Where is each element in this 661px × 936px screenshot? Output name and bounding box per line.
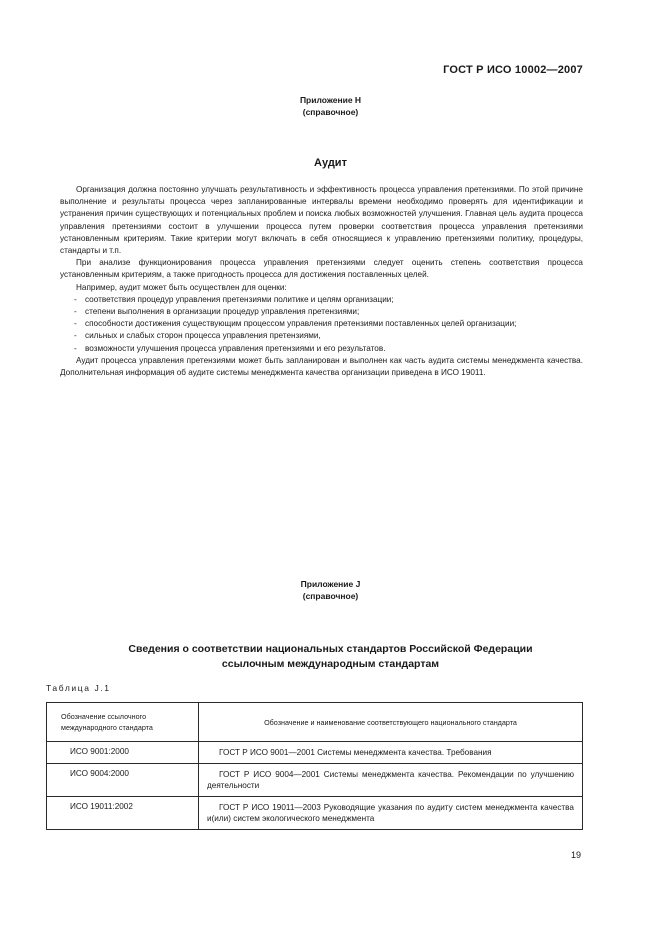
list-item: - соответствия процедур управления претензиями политике и целям организации; (74, 294, 394, 304)
list-item: - степени выполнения в организации процедур управления претензиями; (74, 307, 360, 317)
appendix-h-body (60, 184, 583, 379)
list-item: - возможности улучшения процесса управления претензиями и его результатов. (74, 343, 386, 353)
appendix-j-title-line1: Сведения о соответствии национальных стандартов Российской Федерации (128, 643, 533, 655)
table-row (47, 742, 583, 764)
list-item: - сильных и слабых сторон процесса управления претензиями, (74, 331, 321, 341)
column-header: Обозначение ссылочного международного стандарта (47, 703, 199, 742)
table-row (47, 763, 583, 796)
appendix-j-heading (0, 578, 661, 602)
paragraph: Организация должна постоянно улучшать результативность и эффективность процесса управления претензиями. По этой причине выполнение и результаты процесса через запланированные интервалы времени необходимо проверять для идентификации и устранения причин существующих и потенциальных проблем и поиска любых возможностей улучшения. Главная цель аудита процесса управления претензиями состоит в улучшении процесса путем проверки соответствия процесса управления претензиями установленным критериям. Такие критерии могут включать в себя относящиеся к управлению претензиями политику, процедуры, стандарты и т.п. (60, 185, 583, 256)
paragraph: Аудит процесса управления претензиями может быть запланирован и выполнен как часть аудита системы менеджмента качества. Дополнительная информация об аудите системы менеджмента качества организации приведена в ИСО 19011. (60, 355, 583, 378)
appendix-h-note: (справочное) (302, 107, 359, 117)
appendix-j-title (0, 642, 661, 672)
column-header: Обозначение и наименование соответствующего национального стандарта (199, 703, 583, 742)
appendix-h-title: Аудит (314, 157, 347, 169)
list-item: - способности достижения существующим процессом управления претензиями поставленных целей организации; (74, 319, 517, 329)
appendix-h-heading (0, 94, 661, 118)
table-caption: Таблица J.1 (46, 683, 111, 693)
standards-table (46, 702, 583, 830)
national-standard-cell: ГОСТ Р ИСО 9001—2001 Системы менеджмента качества. Требования (199, 742, 583, 764)
ref-standard-cell: ИСО 9004:2000 (47, 763, 199, 796)
appendix-j-title-line2: ссылочным международным стандартам (221, 658, 440, 670)
ref-standard-cell: ИСО 9001:2000 (47, 742, 199, 764)
paragraph: Например, аудит может быть осуществлен для оценки: (76, 282, 287, 292)
paragraph: При анализе функционирования процесса управления претензиями следует оценить степень соответствия процесса установленным критериям, а также пригодность процесса для достижения поставленных целей. (60, 258, 583, 280)
national-standard-cell: ГОСТ Р ИСО 19011—2003 Руководящие указания по аудиту систем менеджмента качества и(или) систем экологического менеджмента (199, 796, 583, 829)
page-number: 19 (570, 850, 581, 860)
audit-criteria-list (60, 294, 583, 355)
appendix-h-label: Приложение Н (299, 95, 362, 105)
table-header-row (47, 703, 583, 742)
standard-code: ГОСТ Р ИСО 10002—2007 (443, 64, 583, 76)
appendix-j-label: Приложение J (300, 579, 361, 589)
table-row (47, 796, 583, 829)
appendix-j-note: (справочное) (302, 591, 359, 601)
national-standard-cell: ГОСТ Р ИСО 9004—2001 Системы менеджмента качества. Рекомендации по улучшению деятельности (199, 763, 583, 796)
ref-standard-cell: ИСО 19011:2002 (47, 796, 199, 829)
